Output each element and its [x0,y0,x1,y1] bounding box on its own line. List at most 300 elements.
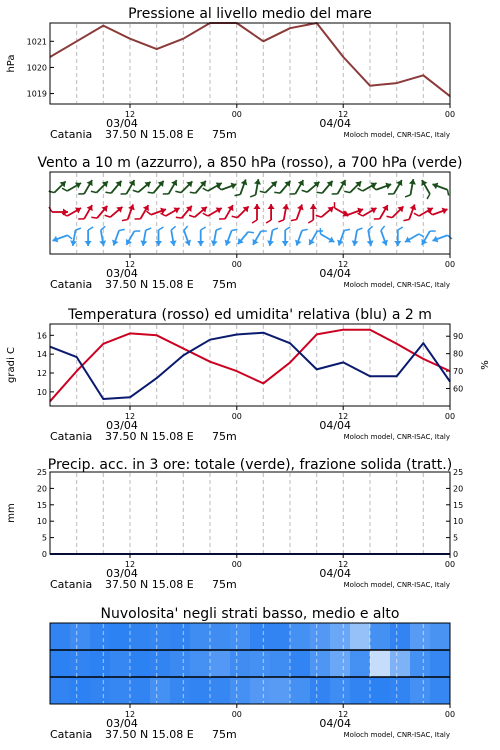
wind-barb-head [85,241,92,246]
wind-barb-feather [380,226,386,231]
wind-barb [223,226,237,247]
cloud-cell [130,677,150,704]
date-label: 03/04 [106,567,138,580]
x-tick-label: 00 [444,110,456,119]
cloud-cell [250,650,270,677]
cloud-cell [90,623,110,650]
temperature-line-point [289,362,290,363]
x-tick-label: 00 [231,412,242,421]
wind-barb [133,178,153,197]
cloud-cell [230,623,250,650]
wind-barb-feather [272,227,277,231]
temperature-line-point [316,334,317,335]
x-tick-label: 00 [444,560,456,569]
wind-barb [289,178,306,199]
wind-barb [180,226,194,247]
wind-barb-feather [250,194,255,198]
wind-barb-feather [78,191,84,196]
pressure-line-point [129,38,130,39]
cloud-cell [290,623,310,650]
wind-barb [210,227,222,247]
chart-title: Nuvolosita' negli strati basso, medio e alto [100,606,400,622]
cloud-cell [330,623,350,650]
date-label: 03/04 [106,717,138,730]
cloud-cell [290,677,310,704]
wind-barb-feather [398,227,403,230]
wind-barb [374,203,391,224]
temperature-line [50,330,450,402]
wind-barb [121,178,138,199]
wind-barb [266,204,275,223]
location-elevation: 75m [212,728,237,741]
wind-barb [176,203,195,223]
wind-barb-head [143,203,152,211]
location-elevation: 75m [212,128,237,141]
location-elevation: 75m [212,430,237,443]
cloud-cell [370,677,390,704]
wind-barb-feather [285,227,290,230]
location-coords: 37.50 N 15.08 E [105,128,194,141]
wind-barb-feather [133,188,139,194]
cloud-cell [390,650,410,677]
wind-barb [344,178,363,197]
temperature-line-point [343,329,344,330]
y-tick-label: 16 [36,331,47,341]
wind-barb-head [75,205,83,214]
humidity-line-point [343,362,344,363]
wind-barb-feather [308,220,313,223]
y-tick-label: 1021 [26,37,47,47]
pressure-line-point [369,85,370,86]
wind-barb [394,227,403,246]
cloud-cell [110,650,130,677]
cloud-cell [50,677,70,704]
y-right-tick-label: 90 [453,332,464,342]
cloud-cell [90,650,110,677]
location-name: Catania [50,728,93,741]
wind-barb-head [171,178,180,186]
x-tick-label: 00 [444,412,456,421]
y-tick-label: 10 [36,387,47,397]
wind-barb-feather [175,189,181,195]
location-name: Catania [50,278,93,291]
wind-barb [140,227,152,247]
wind-barb-head [419,178,428,186]
wind-barb [123,227,140,248]
temperature-line-point [263,383,264,384]
wind-barb-feather [189,213,195,219]
pressure-line-point [423,75,424,76]
wind-barb-feather [260,189,266,195]
cloud-cell [70,677,90,704]
chart-title: Pressione al livello medio del mare [128,6,372,22]
cloud-cell [330,677,350,704]
wind-barb-feather [203,212,208,218]
cloud-cell [430,623,450,650]
wind-barb [414,204,435,221]
wind-barb-feather [358,187,363,193]
y-tick-label: 5 [41,533,47,543]
x-tick-label: 00 [444,710,456,719]
wind-barb-head [298,178,307,186]
wind-barb-feather [68,234,73,240]
x-tick-label: 12 [338,110,349,119]
y-axis-label: gradi C [6,347,17,383]
wind-barb-head [403,236,411,245]
cloud-cell [430,677,450,704]
cloud-cell [250,677,270,704]
wind-barb-head [370,205,378,214]
cloud-cell [210,677,230,704]
wind-barb-feather [274,190,280,196]
wind-barb-feather [266,220,271,223]
cloud-cell [50,650,70,677]
y-tick-label: 1019 [26,89,47,99]
temperature-line-point [183,348,184,349]
wind-barb-head [306,239,315,247]
cloud-cell [390,623,410,650]
cloud-cell [90,677,110,704]
wind-barb [49,178,68,197]
x-tick-label: 00 [231,260,242,269]
wind-barb-feather [190,190,196,196]
pressure-line-point [263,41,264,42]
y-tick-label: 0 [41,550,47,559]
wind-barb-head [310,204,317,209]
location-name: Catania [50,578,93,591]
temperature-line-point [103,343,104,344]
x-tick-label: 00 [444,260,456,269]
wind-barb-feather [134,228,140,233]
humidity-line-point [316,369,317,370]
wind-barb-feather [374,216,380,221]
wind-barb-feather [414,212,419,218]
wind-barb [308,204,317,223]
location-coords: 37.50 N 15.08 E [105,578,194,591]
wind-barb-feather [119,228,125,233]
wind-barb-feather [332,191,338,196]
x-tick-label: 00 [231,560,242,569]
cloud-cell [170,677,190,704]
wind-barb [217,180,238,194]
cloud-cell [310,623,330,650]
y-right-tick-label: 80 [453,349,464,359]
cloud-cell [170,650,190,677]
y-right-tick-label: 70 [453,367,464,377]
location-elevation: 75m [212,278,237,291]
wind-barb [266,227,278,247]
cloud-cell [310,677,330,704]
model-credit: Moloch model, CNR-ISAC, Italy [343,731,450,739]
cloud-cell [210,623,230,650]
cloud-cell [110,623,130,650]
cloud-cell [210,650,230,677]
wind-barb-head [227,203,236,211]
wind-barb-feather [219,216,225,221]
wind-barb-feather [163,191,169,196]
wind-barb-feather [216,227,221,231]
location-name: Catania [50,128,93,141]
wind-barb-feather [403,218,409,223]
y-axis-label: mm [6,503,17,523]
wind-barb-feather [357,227,362,231]
wind-barb [85,227,94,246]
wind-barb [418,178,435,199]
wind-barb [344,205,365,219]
cloud-cell [70,623,90,650]
wind-barb-feather [248,230,254,236]
humidity-line-point [289,343,290,344]
wind-barb-feather [278,219,283,223]
cloud-cell [370,623,390,650]
x-tick-label: 00 [231,110,242,119]
pressure-line-point [343,56,344,57]
wind-barb-feather [159,227,164,230]
wind-barb-head [282,241,289,246]
cloud-cell [350,677,370,704]
wind-barb [189,203,209,222]
humidity-line-point [369,376,370,377]
wind-barb-feather [122,218,128,223]
wind-barb-head [173,205,181,214]
y-tick-label: 1020 [26,63,47,73]
wind-barb [351,227,363,247]
wind-barb [428,205,449,219]
y-tick-label: 12 [36,369,47,379]
wind-barb-feather [316,190,322,196]
wind-barb [291,203,305,224]
wind-barb-feather [302,228,308,233]
date-label: 03/04 [106,117,138,130]
date-label: 03/04 [106,419,138,432]
cloud-cell [290,650,310,677]
humidity-line [50,333,450,399]
wind-barb-head [216,180,224,189]
wind-barb [232,203,251,222]
plot-frame [50,324,450,406]
cloud-cell [250,623,270,650]
wind-barb-head [254,204,261,209]
x-tick-label: 12 [124,560,136,569]
location-coords: 37.50 N 15.08 E [105,430,194,443]
x-tick-label: 12 [124,260,136,269]
cloud-cell [270,623,290,650]
wind-barb [250,178,262,198]
wind-barb-head [123,239,132,247]
wind-barb [252,204,261,223]
chart-title: Precip. acc. in 3 ore: totale (verde), frazione solida (tratt.) [47,457,453,473]
wind-barb-head [197,241,204,246]
temperature-line-point [156,335,157,336]
wind-barb [190,178,209,198]
wind-barb [431,181,452,195]
wind-barb [431,231,452,245]
x-tick-label: 12 [124,710,136,719]
wind-barb [219,203,236,224]
x-tick-label: 12 [338,710,349,719]
cloud-cell [70,650,90,677]
wind-barb-feather [430,228,436,233]
temperature-line-point [76,371,77,372]
wind-barb-head [328,236,336,245]
pressure-line-point [396,82,397,83]
wind-barb [332,178,349,199]
wind-barb-feather [426,194,432,199]
humidity-line-point [103,398,104,399]
humidity-line-point [236,334,237,335]
wind-barb [278,203,290,223]
wind-barb [78,178,95,199]
wind-barb-feather [78,216,84,221]
location-name: Catania [50,430,93,443]
wind-barb-head [396,178,405,186]
chart-title: Temperatura (rosso) ed umidita' relativa (blu) a 2 m [68,307,432,323]
wind-barb [330,202,351,219]
y-right-tick-label: 0 [453,550,459,559]
wind-barb [377,226,391,247]
wind-barb [91,203,110,223]
humidity-line-point [76,357,77,358]
wind-barb-head [370,180,378,189]
cloud-cell [370,650,390,677]
wind-barb-head [75,180,83,189]
model-credit: Moloch model, CNR-ISAC, Italy [343,281,450,289]
wind-barb-head [250,239,259,247]
cloud-cell [350,650,370,677]
wind-barb [110,226,124,247]
model-credit: Moloch model, CNR-ISAC, Italy [343,581,450,589]
y-right-tick-label: 25 [453,468,464,477]
wind-barb-head [87,203,96,211]
date-label: 04/04 [319,419,352,432]
model-credit: Moloch model, CNR-ISAC, Italy [343,131,450,139]
wind-barb [372,180,393,194]
cloud-cell [270,677,290,704]
wind-barb-feather [135,216,141,221]
wind-barb-feather [201,227,206,230]
wind-barb-feather [261,228,267,233]
wind-barb-feather [386,214,392,220]
cloud-cell [150,677,170,704]
model-credit: Moloch model, CNR-ISAC, Italy [343,433,450,441]
wind-barb [405,178,417,198]
wind-barb-feather [344,189,350,195]
x-tick-label: 12 [124,412,136,421]
date-label: 03/04 [106,267,138,280]
wind-barb [316,203,336,222]
wind-barb-feather [105,190,111,196]
wind-barb [250,227,267,248]
cloud-cell [230,677,250,704]
y-axis-right-label: % [480,360,491,370]
y-tick-label: 15 [36,500,47,510]
wind-barb-feather [146,227,151,231]
cloud-cell [410,677,430,704]
wind-barb [260,178,279,197]
cloud-cell [150,650,170,677]
wind-barb-feather [291,218,297,223]
wind-barb-feather [91,189,97,195]
wind-barb [203,204,224,221]
x-tick-label: 12 [338,412,349,421]
wind-barb [419,227,436,248]
temperature-line-point [423,358,424,359]
wind-barb-feather [91,215,97,221]
pressure-line-point [76,41,77,42]
wind-barb [335,226,349,247]
cloud-cell [190,623,210,650]
location-coords: 37.50 N 15.08 E [105,278,194,291]
cloud-cell [190,650,210,677]
wind-barb-feather [176,215,182,221]
pressure-line [50,23,450,96]
y-right-tick-label: 60 [453,384,464,394]
wind-barb-feather [183,226,189,231]
wind-barb-head [340,178,349,186]
wind-barb-feather [252,220,257,223]
wind-barb-feather [171,226,176,230]
temperature-line-point [369,329,370,330]
humidity-line-point [183,355,184,356]
cloud-cell [350,623,370,650]
cloud-cell [270,650,290,677]
wind-barb-feather [235,193,241,198]
cloud-cell [150,623,170,650]
x-tick-label: 00 [231,710,242,719]
plot-frame [50,23,450,104]
cloud-cell [130,623,150,650]
temperature-line-point [129,333,130,334]
wind-barb-feather [148,190,154,196]
wind-barb [69,227,81,247]
location-elevation: 75m [212,578,237,591]
cloud-cell [330,650,350,677]
x-tick-label: 12 [338,260,349,269]
date-label: 04/04 [319,267,352,280]
wind-barb-feather [302,188,308,194]
humidity-line-point [423,343,424,344]
pressure-line-point [183,38,184,39]
wind-barb-head [427,205,435,214]
wind-barb-feather [405,194,410,198]
y-axis-label: hPa [6,54,17,73]
wind-barb [386,203,405,222]
y-tick-label: 10 [36,517,47,527]
wind-barb [403,229,424,246]
wind-barb [175,178,194,197]
wind-barb-feather [105,213,111,219]
humidity-line-point [129,397,130,398]
wind-barb-head [155,241,162,246]
pressure-line-point [289,28,290,29]
cloud-cell [230,650,250,677]
wind-barb-feather [121,191,127,196]
wind-barb [302,178,322,197]
wind-barb [364,226,376,246]
wind-barb-head [216,205,224,214]
wind-barb [91,178,110,197]
wind-barb-head [394,241,401,246]
cloud-cell [410,623,430,650]
date-label: 04/04 [319,717,352,730]
y-tick-label: 14 [36,350,47,360]
temperature-line-point [236,371,237,372]
wind-barb-head [87,178,96,186]
wind-barb-head [268,204,275,209]
wind-barb [122,203,136,224]
wind-barb-feather [344,228,350,233]
humidity-line-point [396,376,397,377]
